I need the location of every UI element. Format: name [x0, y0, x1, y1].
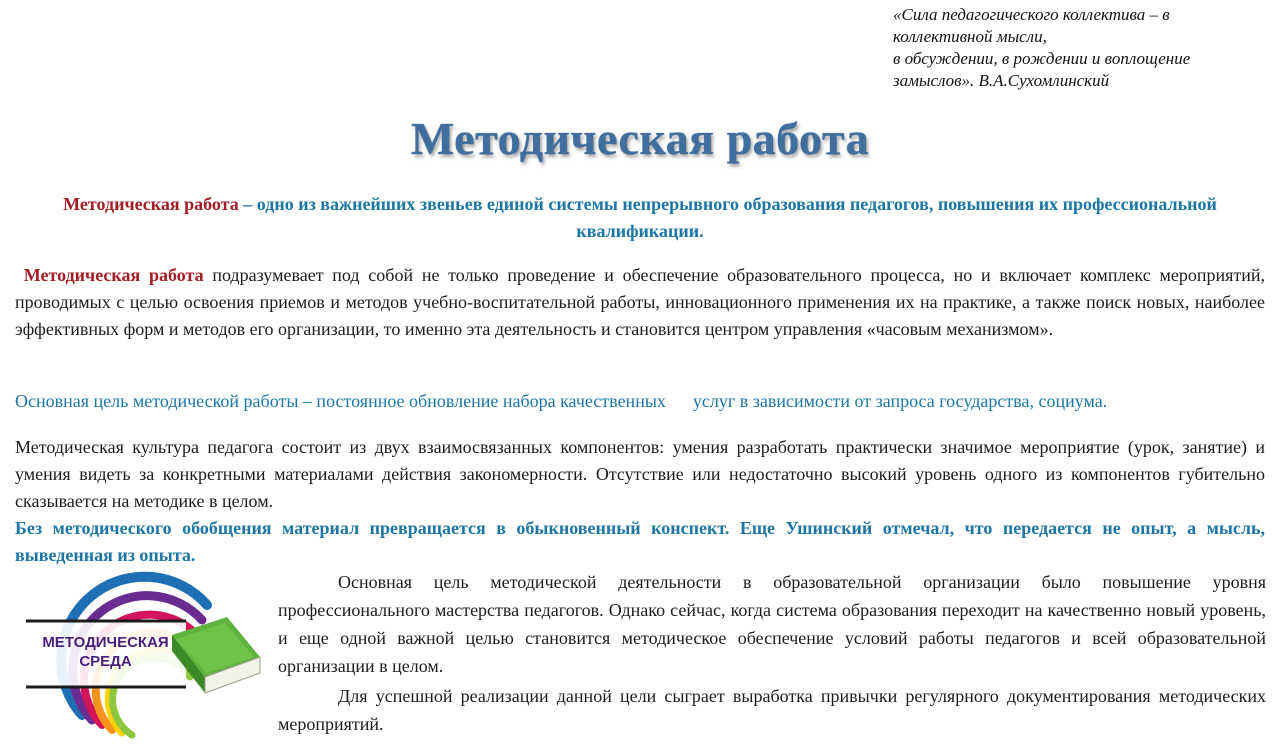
logo-line-1: МЕТОДИЧЕСКАЯ: [42, 634, 169, 651]
intro-term: Методическая работа: [23, 265, 204, 285]
quote-line: замыслов». В.А.Сухомлинский: [893, 71, 1110, 90]
quote-line: в обсуждении, в рождении и воплощение: [893, 49, 1191, 68]
intro-paragraph: [15, 262, 1265, 343]
definition-text: – одно из важнейших звеньев единой системы непрерывного образования педагогов, повышения их профессиональной квалификации.: [238, 194, 1217, 241]
epigraph-quote: [893, 4, 1273, 92]
page-title: Методическая работа: [410, 113, 870, 164]
methodical-environment-logo: [22, 565, 262, 740]
definition-paragraph: [20, 191, 1260, 245]
definition-term: Методическая работа: [63, 194, 239, 214]
goal-paragraphs: [278, 568, 1266, 738]
culture-paragraph: Методическая культура педагога состоит из двух взаимосвязанных компонентов: умения разработать практически значимое мероприятие (урок, занятие) и умения видеть за конкретными материалами действия закономерности. Отсутствие или недостаточно высокий уровень одного из компонентов губительно сказывается на методике в целом.: [15, 437, 1265, 511]
logo-line-2: СРЕДА: [79, 653, 132, 670]
quote-line: «Сила педагогического коллектива – в: [893, 5, 1170, 24]
emphasis-paragraph: Без методического обобщения материал превращается в обыкновенный конспект. Еще Ушинский отмечал, что передается не опыт, а мысль, выведенная из опыта.: [15, 518, 1265, 565]
logo-label: [28, 617, 183, 687]
quote-line: коллективной мысли,: [893, 27, 1047, 46]
main-goal-line: Основная цель методической работы – постоянное обновление набора качественных услуг в зависимости от запроса государства, социума.: [15, 391, 1108, 411]
documentation-paragraph: Для успешной реализации данной цели сыграет выработка привычки регулярного документирования методических мероприятий.: [278, 686, 1266, 734]
organization-goal-paragraph: Основная цель методической деятельности в образовательной организации было повышение уровня профессионального мастерства педагогов. Однако сейчас, когда система образования переходит на качественно новый уровень, и еще одной важной целью становится методическое обеспечение условий работы педагогов и всей образовательной организации в целом.: [278, 572, 1266, 676]
intro-text: подразумевает под собой не только проведение и обеспечение образовательного процесса, но и включает комплекс мероприятий, проводимых с целью освоения приемов и методов учебно-воспитательной работы, инновационного применения их на практике, а также поиск новых, наиболее эффективных форм и методов его организации, то именно эта деятельность и становится центром управления «часовым механизмом».: [15, 265, 1266, 339]
